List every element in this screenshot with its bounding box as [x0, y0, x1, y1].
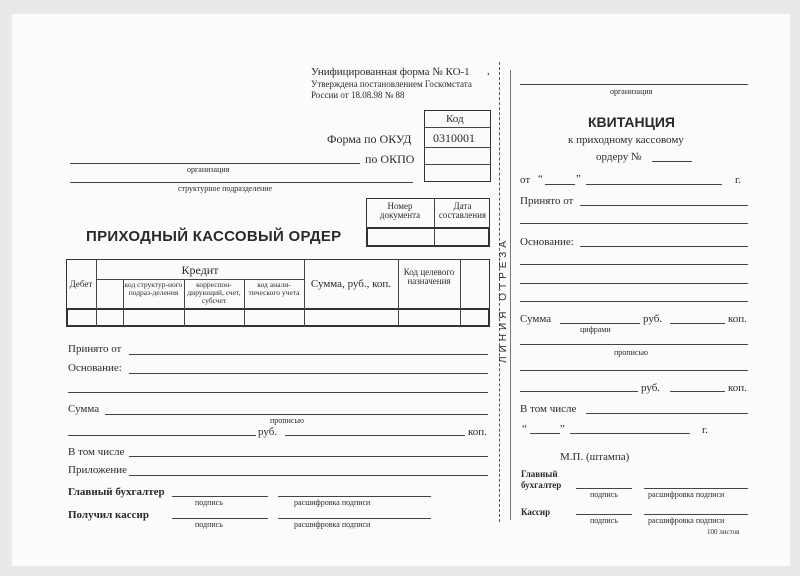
cashier-decoding-line[interactable]: [278, 518, 431, 519]
sheets-count-label: 100 листов: [707, 528, 740, 536]
receipt-quote-close-2: ”: [560, 423, 565, 435]
receipt-day-line-2[interactable]: [530, 433, 560, 434]
code-header: Код: [446, 113, 464, 125]
receipt-order-no-label: ордеру №: [596, 151, 642, 163]
receipt-subtitle: к приходному кассовому: [568, 134, 684, 146]
receipt-chief-accountant-label-1: Главный: [521, 469, 558, 479]
receipt-in-figures-caption: цифрами: [580, 325, 611, 334]
debit-header: Дебет: [69, 279, 93, 289]
credit-sub-structural-code: код структур-ного подраз-деления: [124, 280, 183, 297]
receipt-signature-decoding-caption: расшифровка подписи: [648, 490, 725, 499]
receipt-rub-label: руб.: [643, 313, 663, 325]
attachment-line[interactable]: [129, 475, 488, 476]
basis-line[interactable]: [129, 373, 488, 374]
in-words-caption: прописью: [270, 416, 305, 425]
chief-accountant-decoding-line[interactable]: [278, 496, 431, 497]
receipt-signature-decoding-caption: расшифровка подписи: [648, 516, 725, 525]
receipt-kop-label: коп.: [728, 313, 747, 325]
cut-line-inner: [510, 70, 511, 520]
receipt-basis-label: Основание:: [520, 236, 574, 248]
unified-form-label: Унифицированная форма № КО-1: [311, 66, 470, 78]
kop-line[interactable]: [285, 435, 465, 436]
receipt-cashier-signature-line[interactable]: [576, 514, 632, 515]
receipt-basis-line-4[interactable]: [520, 301, 748, 302]
credit-sub-corresponding-account: корреспон-дирующий, счет, субсчет: [187, 280, 241, 305]
amount-line-2[interactable]: [68, 435, 256, 436]
receipt-in-words-line[interactable]: [520, 344, 748, 345]
approved-date-label: России от 18.08.98 № 88: [311, 90, 405, 100]
receipt-in-words-line-3[interactable]: [520, 391, 638, 392]
cut-line-label: ЛИНИЯ ОТРЕЗА: [498, 237, 509, 363]
including-label: В том числе: [68, 446, 125, 458]
receipt-basis-line[interactable]: [580, 246, 748, 247]
approved-label: Утверждена постановлением Госкомстата: [311, 79, 472, 89]
basis-line-2[interactable]: [68, 392, 488, 393]
amount-line[interactable]: [105, 414, 488, 415]
receipt-chief-decoding-line[interactable]: [644, 488, 748, 489]
receipt-in-words-line-2[interactable]: [520, 370, 748, 371]
receipt-day-line[interactable]: [545, 184, 575, 185]
receipt-including-line[interactable]: [586, 413, 748, 414]
receipt-chief-accountant-label-2: бухгалтер: [521, 480, 562, 490]
chief-accountant-signature-line[interactable]: [172, 496, 268, 497]
basis-label: Основание:: [68, 362, 122, 374]
receipt-basis-line-2[interactable]: [520, 264, 748, 265]
receipt-title: КВИТАНЦИЯ: [588, 114, 675, 130]
receipt-month-line-2[interactable]: [570, 433, 690, 434]
receipt-signature-caption: подпись: [590, 490, 618, 499]
receipt-received-from-label: Принято от: [520, 195, 574, 207]
receipt-including-label: В том числе: [520, 403, 577, 415]
subdivision-caption: структурное подразделение: [178, 184, 273, 193]
receipt-kop-line[interactable]: [670, 323, 725, 324]
code-box-divider: [424, 127, 491, 128]
receipt-received-from-line-2[interactable]: [520, 223, 748, 224]
kop-label: коп.: [468, 426, 487, 438]
receipt-signature-caption: подпись: [590, 516, 618, 525]
amount-label: Сумма: [68, 403, 100, 415]
received-from-line[interactable]: [129, 354, 488, 355]
doc-date-label: Дата составления: [438, 201, 487, 221]
attachment-label: Приложение: [68, 464, 128, 476]
receipt-amount-figures-line[interactable]: [560, 323, 640, 324]
credit-sub-analytic-code: код анали-тического учета: [248, 280, 300, 297]
receipt-quote-open-2: “: [522, 423, 527, 435]
signature-caption: подпись: [195, 498, 223, 507]
cashier-received-label: Получил кассир: [68, 509, 149, 521]
page-title: ПРИХОДНЫЙ КАССОВЫЙ ОРДЕР: [86, 228, 342, 245]
code-box-divider: [424, 147, 491, 148]
signature-decoding-caption: расшифровка подписи: [294, 520, 371, 529]
receipt-organization-line[interactable]: [520, 84, 748, 85]
receipt-amount-label: Сумма: [520, 313, 552, 325]
cashier-signature-line[interactable]: [172, 518, 268, 519]
receipt-stamp-label: М.П. (штампа): [560, 451, 630, 463]
receipt-received-from-line[interactable]: [580, 205, 748, 206]
receipt-from-label: от: [520, 174, 531, 186]
okud-label: Форма по ОКУД: [327, 132, 412, 146]
okpo-label: по ОКПО: [365, 152, 415, 166]
including-line[interactable]: [129, 456, 488, 457]
receipt-quote-close: ”: [576, 173, 581, 185]
receipt-organization-caption: организация: [610, 87, 653, 96]
receipt-kop-line-2[interactable]: [670, 391, 725, 392]
receipt-cashier-decoding-line[interactable]: [644, 514, 748, 515]
doc-number-label: Номер документа: [379, 201, 421, 221]
table-col-line: [304, 259, 305, 327]
receipt-year-label: г.: [735, 174, 742, 186]
table-col-line: [460, 259, 461, 327]
receipt-order-no-line[interactable]: [652, 161, 692, 162]
credit-header: Кредит: [181, 263, 219, 277]
receipt-chief-signature-line[interactable]: [576, 488, 632, 489]
organization-line[interactable]: [70, 163, 360, 164]
rub-label: руб.: [258, 426, 278, 438]
okud-code-value: 0310001: [433, 131, 475, 145]
amount-header: Сумма, руб., коп.: [310, 278, 392, 290]
organization-caption: организация: [187, 165, 230, 174]
receipt-month-line[interactable]: [586, 184, 722, 185]
chief-accountant-label: Главный бухгалтер: [68, 486, 165, 498]
signature-decoding-caption: расшифровка подписи: [294, 498, 371, 507]
received-from-label: Принято от: [68, 343, 122, 355]
subdivision-line[interactable]: [70, 182, 413, 183]
receipt-year-label-2: г.: [702, 424, 709, 436]
receipt-cashier-label: Кассир: [521, 507, 551, 517]
table-data-row[interactable]: [66, 308, 490, 327]
code-box-divider: [424, 164, 491, 165]
receipt-quote-open: “: [538, 173, 543, 185]
comma-mark: ,: [487, 65, 490, 77]
signature-caption: подпись: [195, 520, 223, 529]
doc-number-date-fields[interactable]: [366, 227, 490, 247]
purpose-code-header: Код целевого назначения: [403, 267, 455, 287]
receipt-basis-line-3[interactable]: [520, 283, 748, 284]
receipt-in-words-caption: прописью: [614, 348, 649, 357]
receipt-rub-label-2: руб.: [641, 382, 661, 394]
receipt-kop-label-2: коп.: [728, 382, 747, 394]
